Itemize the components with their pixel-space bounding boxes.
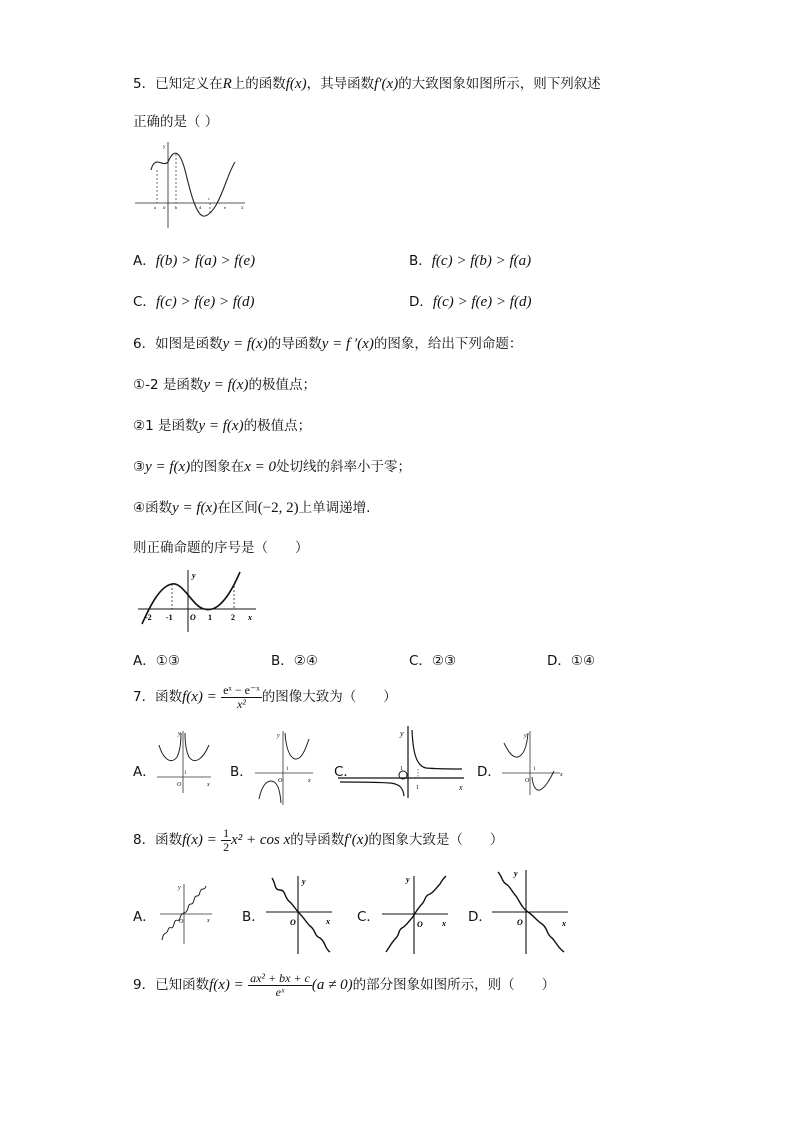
q7-graph-a[interactable] [155, 727, 213, 795]
q8-graph-a[interactable] [158, 880, 216, 946]
q5-text: ，其导函数 [306, 76, 375, 92]
q6-prop-3: ③y = f(x)的图象在x = 0处切线的斜率小于零； [133, 459, 411, 475]
svg-text:O: O [179, 919, 184, 925]
svg-text:y: y [178, 731, 181, 737]
q6-label-y: y [192, 571, 196, 580]
q9-fraction: $\frac{\text{ax² + bx + c}}{\text{eˣ}}$ [250, 970, 310, 999]
q6-option-a[interactable]: A．①③ [133, 653, 180, 669]
q6-stem: 6．如图是函数y = f(x)的导函数y = f ′(x)的图象，给出下列命题： [133, 336, 523, 352]
q8-fraction: $\frac{1}{2}$ [223, 825, 230, 854]
q7-option-a-label[interactable]: A． [133, 764, 156, 780]
svg-text:O: O [290, 918, 296, 927]
svg-text:x: x [326, 917, 330, 926]
q8-graph-c[interactable] [380, 872, 452, 956]
svg-text:O: O [278, 778, 283, 784]
q5-label-b: b [175, 205, 178, 210]
svg-text:y: y [302, 877, 306, 886]
svg-text:x: x [308, 778, 311, 784]
q5-option-c[interactable]: C．f(c) > f(e) > f(d) [133, 294, 255, 310]
q7-option-d-label[interactable]: D． [477, 764, 501, 780]
q6-derivative-graph [136, 566, 261, 634]
q5-option-b[interactable]: B．f(c) > f(b) > f(a) [409, 253, 532, 269]
q5-option-a[interactable]: A．f(b) > f(a) > f(e) [133, 253, 256, 269]
q7-graph-c[interactable] [334, 722, 469, 800]
q6-label-1: 1 [208, 613, 212, 622]
q5-text: 上的函数 [231, 76, 286, 92]
svg-text:y: y [178, 885, 181, 891]
svg-text:y: y [514, 869, 518, 878]
q8-stem: 8．函数f(x) = $\frac{1}{2}$ x² + cos x的导函数f′(x)的图象大致是（ ） [133, 825, 504, 854]
svg-text:x: x [442, 919, 446, 928]
svg-text:y: y [400, 729, 404, 738]
q5-stem-line1 [133, 72, 601, 93]
q6-label-m1: -1 [166, 613, 173, 622]
q6-label-2: 2 [231, 613, 235, 622]
svg-text:x: x [207, 918, 210, 924]
q7-graph-b[interactable] [253, 727, 315, 807]
svg-text:y: y [277, 733, 280, 739]
q8-graph-d[interactable] [490, 866, 572, 956]
q6-label-o: O [190, 613, 196, 622]
svg-text:1: 1 [286, 767, 289, 772]
svg-text:1: 1 [184, 771, 187, 776]
q6-option-b[interactable]: B．②④ [271, 653, 318, 669]
q9-stem: 9．已知函数f(x) = $\frac{\text{ax² + bx + c}}{\text{eˣ}}$ (a ≠ 0)的部分图象如图所示，则（ ） [133, 970, 556, 999]
q6-label-x: x [248, 613, 252, 622]
q8-option-a-label[interactable]: A． [133, 909, 156, 925]
q5-fx: f(x) [285, 76, 307, 92]
q7-fraction: $\frac{\text{eˣ − e⁻ˣ}}{\text{x²}}$ [223, 682, 260, 711]
svg-text:x: x [562, 919, 566, 928]
svg-text:1: 1 [533, 767, 536, 772]
q5-label-y: y [163, 145, 166, 150]
q6-prop-2: ②1 是函数y = f(x)的极值点； [133, 418, 312, 434]
q5-derivative-graph [133, 140, 248, 230]
q5-text: 5．已知定义在 [133, 76, 223, 92]
q5-label-a: a [154, 205, 156, 210]
q7-graph-d[interactable] [500, 727, 565, 797]
q5-label-x: x [241, 206, 244, 211]
q6-option-d[interactable]: D．①④ [547, 653, 596, 669]
q5-fpx: f′(x) [374, 76, 399, 92]
q5-label-d: d [199, 205, 202, 210]
q6-prop-1: ①-2 是函数y = f(x)的极值点； [133, 377, 316, 393]
svg-text:x: x [207, 782, 210, 788]
svg-text:y: y [524, 733, 527, 739]
svg-text:O: O [525, 778, 530, 784]
q5-text: 的大致图象如图所示，则下列叙述 [398, 76, 601, 92]
q7-option-c-label[interactable]: C． [334, 764, 357, 780]
svg-text:1: 1 [416, 785, 419, 791]
svg-text:y: y [406, 875, 410, 884]
q6-option-c[interactable]: C．②③ [409, 653, 457, 669]
q7-option-b-label[interactable]: B． [230, 764, 253, 780]
svg-text:1: 1 [400, 766, 403, 772]
q8-option-d-label[interactable]: D． [468, 909, 492, 925]
q8-option-c-label[interactable]: C． [357, 909, 380, 925]
q7-stem: 7．函数f(x) = $\frac{\text{eˣ − e⁻ˣ}}{\text{x²}}$ 的图像大致为（ ） [133, 682, 397, 711]
q5-label-c: c [208, 196, 210, 201]
q5-label-e: e [224, 205, 226, 210]
q6-prop-4: ④函数y = f(x)在区间(−2, 2)上单调递增. [133, 500, 371, 516]
q5-option-d[interactable]: D．f(c) > f(e) > f(d) [409, 294, 532, 310]
q5-stem-line2: 正确的是（ ） [133, 114, 219, 130]
q8-graph-b[interactable] [264, 872, 336, 956]
svg-text:x: x [560, 772, 563, 778]
svg-text:O: O [517, 918, 523, 927]
q8-option-b-label[interactable]: B． [242, 909, 265, 925]
svg-text:O: O [417, 920, 423, 929]
q5-set-R: R [222, 76, 232, 92]
q6-label-m2: -2 [145, 613, 152, 622]
svg-text:x: x [459, 783, 463, 792]
q6-ask: 则正确命题的序号是（ ） [133, 540, 309, 556]
q5-label-o: o [163, 206, 166, 211]
svg-text:O: O [177, 782, 182, 788]
